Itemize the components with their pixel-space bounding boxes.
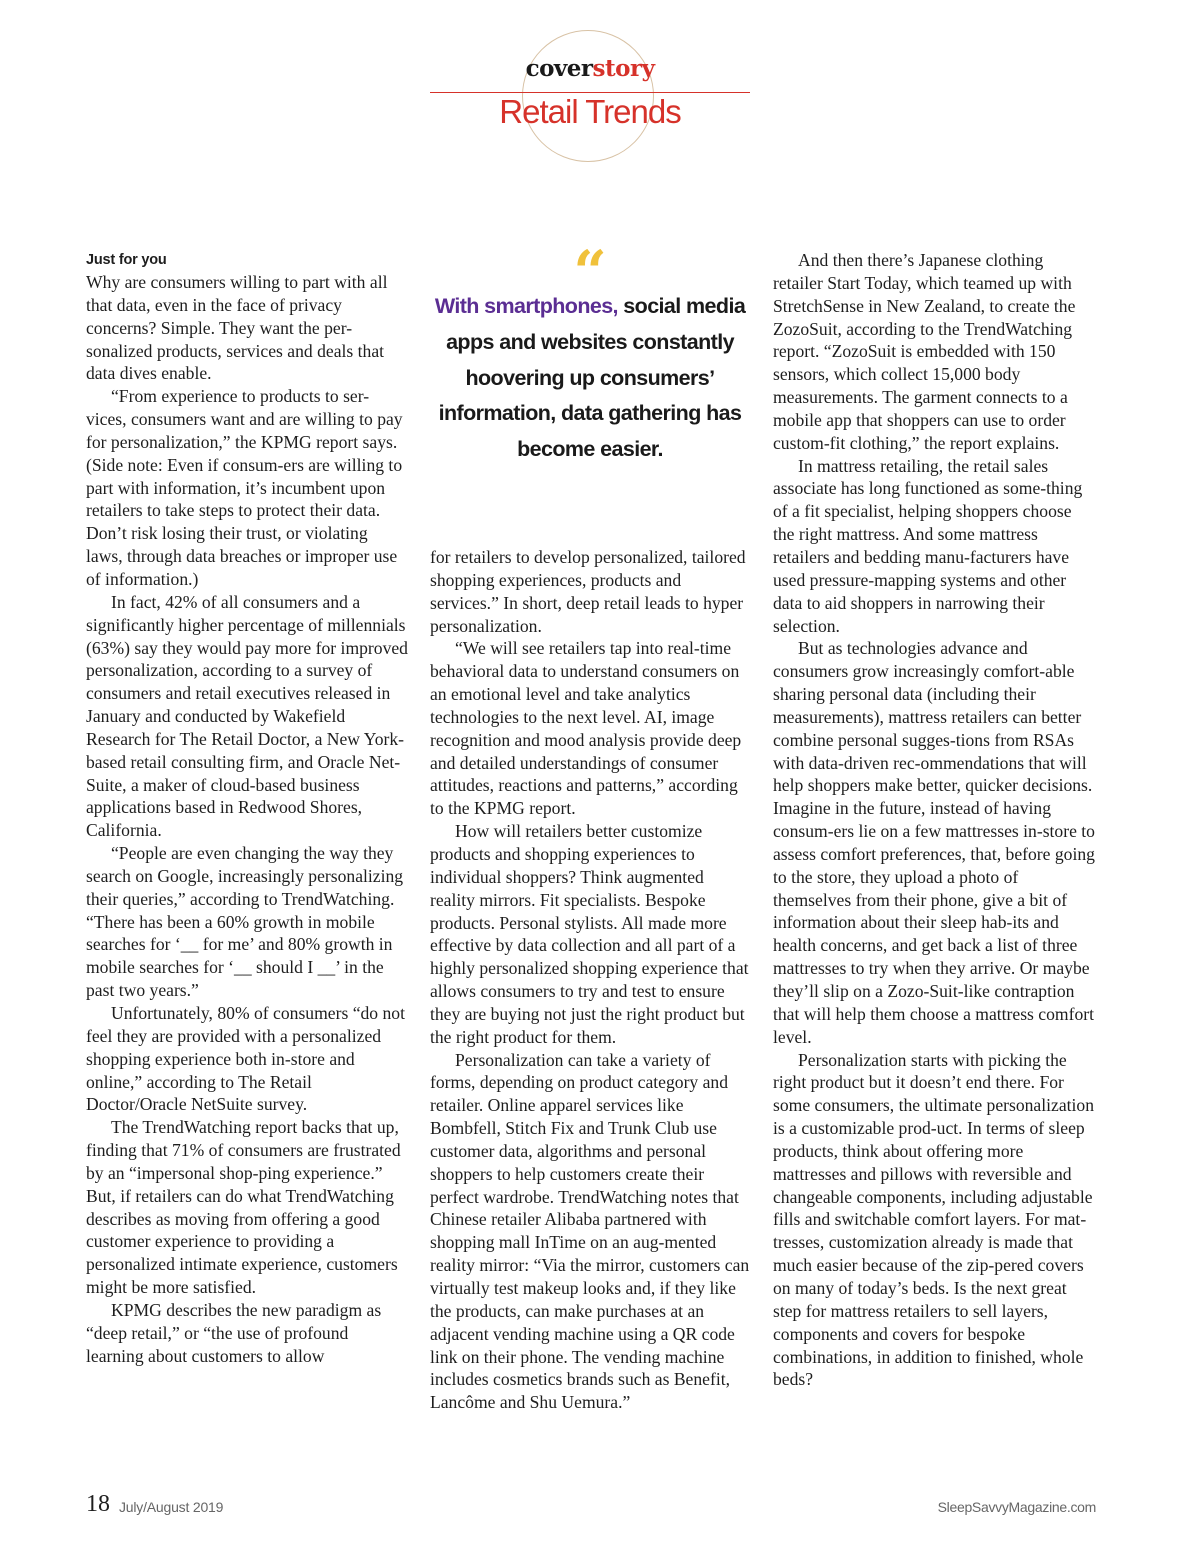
pull-quote-rest: social media apps and websites constantly hoovering up consumers’ information, data gathering has become easier. [438,294,746,462]
section-kicker [430,55,750,82]
website-url: SleepSavvyMagazine.com [937,1499,1096,1515]
paragraph: But as technologies advance and consumers grow increasingly comfort-able sharing personal data (including their measurements), mattress retailers can better combine personal sugges-tions from RSAs with data-driven rec-ommendations that will help shoppers make better, quicker decisions. Imagine in the future, instead of having consum-ers lie on a few mattresses in-store to assess comfort preferences, that, before going to the store, they upload a photo of themselves from their phone, give a bit of information about their sleep hab-its and health concerns, and get back a list of three mattresses to try when they arrive. Or maybe they’ll slip on a Zozo-Suit-like contraption that will help them choose a mattress comfort level. [773,638,1095,1047]
section-title: Retail Trends [499,93,681,130]
paragraph: KPMG describes the new paradigm as “deep retail,” or “the use of profound learning about customers to allow [86,1299,382,1366]
article-column-2 [430,546,752,1414]
paragraph: “People are even changing the way they search on Google, increasingly personalizing their queries,” according to TrendWatching. “There has been a 60% growth in mobile searches for ‘__ for me’ and 80% growth in mobile searches for ‘__ should I __’ in the past two years.” [86,843,404,1001]
kicker-cover: cover [525,55,593,82]
paragraph: The TrendWatching report backs that up, finding that 71% of consumers are frustrated by an “impersonal shop-ping experience.” But, if retailers can do what TrendWatching describes as moving from offering a good customer experience to providing a personalized intimate experience, customers might be more satisfied. [86,1117,401,1298]
paragraph: In fact, 42% of all consumers and a significantly higher percentage of millennials (63%) say they would pay more for improved personalization, according to a survey of consumers and retail executives released in January and conducted by Wakefield Research for The Retail Doctor, a New York-based retail consulting firm, and Oracle Net-Suite, a maker of cloud-based business applications based in Redwood Shores, California. [86,591,408,841]
pull-quote-text [430,289,750,468]
article-column-3 [773,249,1095,1391]
paragraph: “From experience to products to ser-vices, consumers want and are willing to pay for personalization,” the KPMG report says. (Side note: Even if consum-ers are willing to part with information, it’s incumbent upon retailers to take steps to protect their data. Don’t risk losing their trust, or violating laws, through data breaches or improper use of information.) [86,386,403,589]
page-number: 18 [86,1491,110,1517]
paragraph: Personalization can take a variety of forms, depending on product category and retailer. Online apparel services like Bombfell, Stitch Fix and Trunk Club use customer data, algorithms and personal shoppers to help customers create their perfect wardrobe. TrendWatching notes that Chinese retailer Alibaba partnered with shopping mall InTime on an aug-mented reality mirror: “Via the mirror, customers can virtually test makeup looks and, if they like the products, can make purchases at an adjacent vending machine using a QR code link on their phone. The vending machine includes cosmetics brands such as Benefit, Lancôme and Shu Uemura.” [430,1049,750,1413]
pull-quote [430,238,750,468]
paragraph: for retailers to develop personalized, tailored shopping experiences, products and services.” In short, deep retail leads to hyper personalization. [430,547,746,636]
kicker-story: story [592,55,655,82]
paragraph: Personalization starts with picking the right product but it doesn’t end there. For some consumers, the ultimate personalization is a customizable prod-uct. In terms of sleep products, think about offering more mattresses and pillows with reversible and changeable components, including adjustable fills and switchable comfort layers. For mat-tresses, customization already is made that much easier because of the zip-pered covers on many of today’s beds. Is the next great step for mattress retailers to sell layers, components and covers for bespoke combinations, in addition to finished, whole beds? [773,1049,1095,1390]
subhead: Just for you [86,252,167,268]
paragraph: In mattress retailing, the retail sales associate has long functioned as some-thing of a fit specialist, helping shoppers choose the right mattress. And some mattress retailers and bedding manu-facturers have used pressure-mapping systems and other data to aid shoppers in narrowing their selection. [773,455,1083,636]
issue-date: July/August 2019 [119,1499,224,1515]
section-header [0,0,1200,170]
paragraph: “We will see retailers tap into real-time behavioral data to understand consumers on an emotional level and take analytics technologies to the next level. AI, image recognition and mood analysis provide deep and detailed understandings of consumer attitudes, reactions and patterns,” according to the KPMG report. [430,638,742,819]
article-column-1 [86,249,408,1368]
paragraph: Why are consumers willing to part with all that data, even in the face of privacy concerns? Simple. They want the per-sonalized products, services and deals that data dives enable. [86,272,388,384]
quote-mark-icon: “ [573,238,607,306]
paragraph: And then there’s Japanese clothing retailer Start Today, which teamed up with StretchSense in New Zealand, to create the ZozoSuit, according to the TrendWatching report. “ZozoSuit is embedded with 150 sensors, which collect 15,000 body measurements. The garment connects to a mobile app that shoppers can use to order custom-fit clothing,” the report explains. [773,250,1076,453]
paragraph: Unfortunately, 80% of consumers “do not feel they are provided with a personalized shopping experience both in-store and online,” according to The Retail Doctor/Oracle NetSuite survey. [86,1003,405,1115]
page-footer [86,1491,1096,1523]
pull-quote-lead: With smartphones, [434,294,618,318]
paragraph: How will retailers better customize products and shopping experiences to individual shoppers? Think augmented reality mirrors. Fit specialists. Bespoke products. Personal stylists. All made more effective by data collection and all part of a highly personalized shopping experience that allows consumers to try and test to ensure they are buying not just the right product but the right product for them. [430,821,749,1047]
